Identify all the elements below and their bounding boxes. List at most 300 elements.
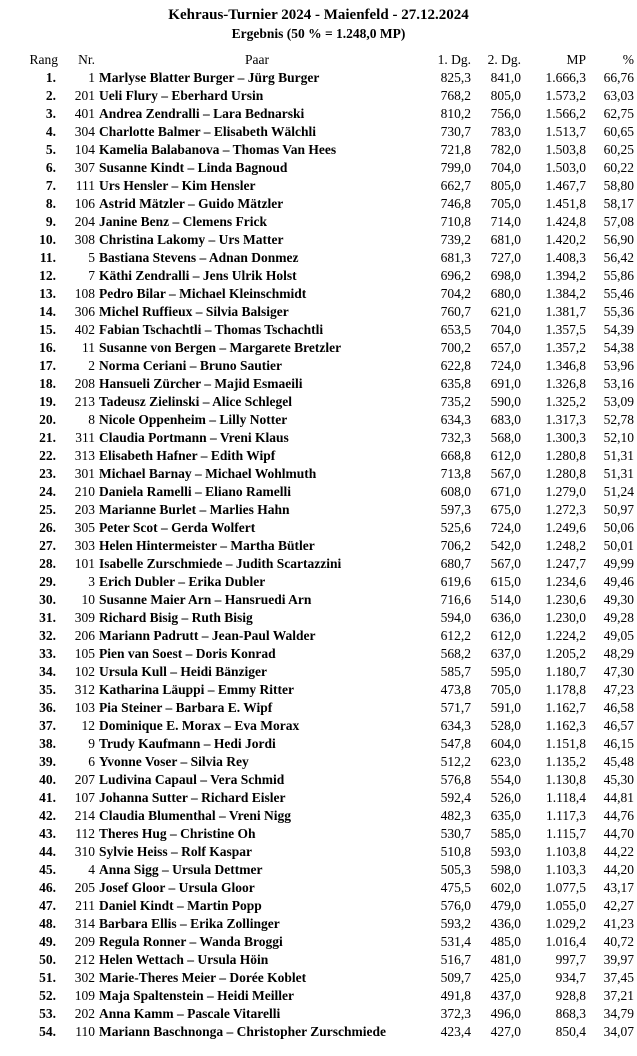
round-1-score-cell: 525,6 xyxy=(440,520,471,535)
pair-names-cell: Anna Sigg – Ursula Dettmer xyxy=(99,862,263,877)
round-1-score-cell: 668,8 xyxy=(440,448,471,463)
rank-cell: 3. xyxy=(45,106,56,121)
percent-cell: 54,38 xyxy=(603,340,634,355)
round-1-score-cell: 512,2 xyxy=(440,754,471,769)
matchpoints-cell: 1.467,7 xyxy=(545,178,586,193)
percent-cell: 58,80 xyxy=(603,178,634,193)
pair-names-cell: Helen Wettach – Ursula Höin xyxy=(99,952,269,967)
rank-cell: 24. xyxy=(39,484,56,499)
round-2-score-cell: 623,0 xyxy=(490,754,521,769)
percent-cell: 55,46 xyxy=(603,286,634,301)
percent-cell: 53,09 xyxy=(603,394,634,409)
pair-number-cell: 111 xyxy=(75,178,95,193)
round-1-score-cell: 704,2 xyxy=(440,286,471,301)
round-1-score-cell: 746,8 xyxy=(440,196,471,211)
percent-cell: 39,97 xyxy=(603,952,634,967)
pair-names-cell: Dominique E. Morax – Eva Morax xyxy=(99,718,300,733)
pair-names-cell: Regula Ronner – Wanda Broggi xyxy=(99,934,283,949)
rank-cell: 4. xyxy=(45,124,56,139)
percent-cell: 44,20 xyxy=(603,862,634,877)
table-row xyxy=(0,177,637,195)
pair-names-cell: Johanna Sutter – Richard Eisler xyxy=(99,790,286,805)
round-1-score-cell: 531,4 xyxy=(440,934,471,949)
round-1-score-cell: 372,3 xyxy=(440,1006,471,1021)
round-2-score-cell: 595,0 xyxy=(490,664,521,679)
rank-cell: 50. xyxy=(39,952,56,967)
rank-cell: 16. xyxy=(39,340,56,355)
pair-number-cell: 104 xyxy=(74,142,95,157)
percent-cell: 49,46 xyxy=(603,574,634,589)
matchpoints-cell: 1.151,8 xyxy=(545,736,586,751)
round-1-score-cell: 681,3 xyxy=(440,250,471,265)
table-row xyxy=(0,1023,637,1041)
percent-cell: 41,23 xyxy=(603,916,634,931)
pair-number-cell: 212 xyxy=(74,952,95,967)
table-row xyxy=(0,825,637,843)
pair-number-cell: 312 xyxy=(74,682,95,697)
round-2-score-cell: 481,0 xyxy=(490,952,521,967)
pair-names-cell: Kamelia Balabanova – Thomas Van Hees xyxy=(99,142,337,157)
pair-names-cell: Michel Ruffieux – Silvia Balsiger xyxy=(99,304,289,319)
round-1-score-cell: 571,7 xyxy=(440,700,471,715)
table-row xyxy=(0,375,637,393)
rank-cell: 35. xyxy=(39,682,56,697)
round-2-score-cell: 637,0 xyxy=(490,646,521,661)
round-1-score-cell: 680,7 xyxy=(440,556,471,571)
percent-cell: 55,86 xyxy=(603,268,634,283)
pair-number-cell: 105 xyxy=(74,646,95,661)
pair-names-cell: Norma Ceriani – Bruno Sautier xyxy=(99,358,282,373)
pair-number-cell: 314 xyxy=(74,916,95,931)
header-round-1: 1. Dg. xyxy=(437,52,471,67)
percent-cell: 53,96 xyxy=(603,358,634,373)
pair-number-cell: 305 xyxy=(74,520,95,535)
round-2-score-cell: 841,0 xyxy=(490,70,521,85)
percent-cell: 56,42 xyxy=(603,250,634,265)
table-row xyxy=(0,591,637,609)
table-row xyxy=(0,699,637,717)
round-2-score-cell: 704,0 xyxy=(490,322,521,337)
table-row xyxy=(0,951,637,969)
pair-names-cell: Barbara Ellis – Erika Zollinger xyxy=(99,916,280,931)
round-2-score-cell: 591,0 xyxy=(490,700,521,715)
percent-cell: 45,48 xyxy=(603,754,634,769)
percent-cell: 54,39 xyxy=(603,322,634,337)
rank-cell: 19. xyxy=(39,394,56,409)
pair-names-cell: Bastiana Stevens – Adnan Donmez xyxy=(99,250,299,265)
matchpoints-cell: 1.317,3 xyxy=(545,412,586,427)
matchpoints-cell: 934,7 xyxy=(555,970,586,985)
table-row xyxy=(0,843,637,861)
percent-cell: 37,45 xyxy=(603,970,634,985)
round-2-score-cell: 635,0 xyxy=(490,808,521,823)
rank-cell: 39. xyxy=(39,754,56,769)
pair-names-cell: Anna Kamm – Pascale Vitarelli xyxy=(99,1006,281,1021)
round-2-score-cell: 567,0 xyxy=(490,556,521,571)
pair-number-cell: 307 xyxy=(74,160,95,175)
pair-names-cell: Michael Barnay – Michael Wohlmuth xyxy=(99,466,317,481)
rank-cell: 13. xyxy=(39,286,56,301)
page-title: Kehraus-Turnier 2024 - Maienfeld - 27.12.2024 xyxy=(168,7,469,23)
round-1-score-cell: 739,2 xyxy=(440,232,471,247)
round-1-score-cell: 710,8 xyxy=(440,214,471,229)
matchpoints-cell: 1.280,8 xyxy=(545,466,586,481)
pair-names-cell: Claudia Blumenthal – Vreni Nigg xyxy=(99,808,292,823)
rank-cell: 49. xyxy=(39,934,56,949)
pair-number-cell: 207 xyxy=(74,772,95,787)
pair-number-cell: 306 xyxy=(74,304,95,319)
rank-cell: 42. xyxy=(39,808,56,823)
round-1-score-cell: 760,7 xyxy=(440,304,471,319)
pair-number-cell: 2 xyxy=(88,358,95,373)
pair-number-cell: 311 xyxy=(75,430,95,445)
round-2-score-cell: 756,0 xyxy=(490,106,521,121)
pair-number-cell: 209 xyxy=(74,934,95,949)
percent-cell: 49,99 xyxy=(603,556,634,571)
percent-cell: 51,31 xyxy=(603,466,634,481)
round-1-score-cell: 706,2 xyxy=(440,538,471,553)
header-percent: % xyxy=(622,52,634,67)
pair-number-cell: 304 xyxy=(74,124,95,139)
rank-cell: 34. xyxy=(39,664,56,679)
round-2-score-cell: 585,0 xyxy=(490,826,521,841)
pair-names-cell: Pien van Soest – Doris Konrad xyxy=(99,646,276,661)
round-1-score-cell: 825,3 xyxy=(440,70,471,85)
matchpoints-cell: 1.300,3 xyxy=(545,430,586,445)
round-1-score-cell: 510,8 xyxy=(440,844,471,859)
matchpoints-cell: 1.055,0 xyxy=(545,898,586,913)
table-row xyxy=(0,645,637,663)
round-2-score-cell: 593,0 xyxy=(490,844,521,859)
round-1-score-cell: 721,8 xyxy=(440,142,471,157)
rank-cell: 30. xyxy=(39,592,56,607)
matchpoints-cell: 1.381,7 xyxy=(545,304,586,319)
rank-cell: 15. xyxy=(39,322,56,337)
pair-names-cell: Astrid Mätzler – Guido Mätzler xyxy=(99,196,284,211)
pair-number-cell: 205 xyxy=(74,880,95,895)
round-1-score-cell: 810,2 xyxy=(440,106,471,121)
pair-names-cell: Mariann Padrutt – Jean-Paul Walder xyxy=(99,628,316,643)
percent-cell: 63,03 xyxy=(603,88,634,103)
rank-cell: 14. xyxy=(39,304,56,319)
rank-cell: 5. xyxy=(45,142,56,157)
table-row xyxy=(0,537,637,555)
pair-names-cell: Janine Benz – Clemens Frick xyxy=(99,214,267,229)
table-row xyxy=(0,501,637,519)
percent-cell: 58,17 xyxy=(603,196,634,211)
percent-cell: 48,29 xyxy=(603,646,634,661)
percent-cell: 45,30 xyxy=(603,772,634,787)
pair-names-cell: Sylvie Heiss – Rolf Kaspar xyxy=(99,844,253,859)
percent-cell: 46,58 xyxy=(603,700,634,715)
round-2-score-cell: 805,0 xyxy=(490,88,521,103)
round-1-score-cell: 635,8 xyxy=(440,376,471,391)
pair-number-cell: 303 xyxy=(74,538,95,553)
pair-names-cell: Christina Lakomy – Urs Matter xyxy=(99,232,284,247)
round-2-score-cell: 514,0 xyxy=(490,592,521,607)
matchpoints-cell: 1.346,8 xyxy=(545,358,586,373)
table-row xyxy=(0,1005,637,1023)
pair-number-cell: 9 xyxy=(88,736,95,751)
pair-number-cell: 110 xyxy=(75,1024,95,1039)
matchpoints-cell: 1.247,7 xyxy=(545,556,586,571)
percent-cell: 56,90 xyxy=(603,232,634,247)
matchpoints-cell: 1.357,2 xyxy=(545,340,586,355)
pair-number-cell: 107 xyxy=(74,790,95,805)
pair-number-cell: 203 xyxy=(74,502,95,517)
rank-cell: 26. xyxy=(39,520,56,535)
table-row xyxy=(0,555,637,573)
table-row xyxy=(0,87,637,105)
round-1-score-cell: 619,6 xyxy=(440,574,471,589)
pair-names-cell: Susanne von Bergen – Margarete Bretzler xyxy=(99,340,342,355)
round-2-score-cell: 437,0 xyxy=(490,988,521,1003)
pair-names-cell: Theres Hug – Christine Oh xyxy=(99,826,256,841)
matchpoints-cell: 1.224,2 xyxy=(545,628,586,643)
round-2-score-cell: 805,0 xyxy=(490,178,521,193)
pair-number-cell: 8 xyxy=(88,412,95,427)
pair-number-cell: 401 xyxy=(74,106,95,121)
rank-cell: 33. xyxy=(39,646,56,661)
pair-number-cell: 202 xyxy=(74,1006,95,1021)
matchpoints-cell: 1.162,7 xyxy=(545,700,586,715)
round-1-score-cell: 585,7 xyxy=(440,664,471,679)
matchpoints-cell: 1.566,2 xyxy=(545,106,586,121)
table-row xyxy=(0,159,637,177)
table-row xyxy=(0,393,637,411)
percent-cell: 57,08 xyxy=(603,214,634,229)
round-1-score-cell: 593,2 xyxy=(440,916,471,931)
matchpoints-cell: 1.162,3 xyxy=(545,718,586,733)
rank-cell: 40. xyxy=(39,772,56,787)
percent-cell: 66,76 xyxy=(603,70,634,85)
percent-cell: 46,57 xyxy=(603,718,634,733)
round-2-score-cell: 425,0 xyxy=(490,970,521,985)
matchpoints-cell: 997,7 xyxy=(555,952,586,967)
round-2-score-cell: 680,0 xyxy=(490,286,521,301)
pair-number-cell: 3 xyxy=(88,574,95,589)
rank-cell: 43. xyxy=(39,826,56,841)
pair-number-cell: 206 xyxy=(74,628,95,643)
result-subtitle: Ergebnis (50 % = 1.248,0 MP) xyxy=(231,26,406,41)
table-row xyxy=(0,753,637,771)
round-1-score-cell: 612,2 xyxy=(440,628,471,643)
matchpoints-cell: 1.234,6 xyxy=(545,574,586,589)
pair-names-cell: Marlyse Blatter Burger – Jürg Burger xyxy=(99,70,320,85)
round-2-score-cell: 554,0 xyxy=(490,772,521,787)
round-1-score-cell: 530,7 xyxy=(440,826,471,841)
rank-cell: 52. xyxy=(39,988,56,1003)
round-1-score-cell: 592,4 xyxy=(440,790,471,805)
percent-cell: 40,72 xyxy=(603,934,634,949)
matchpoints-cell: 1.016,4 xyxy=(545,934,586,949)
round-2-score-cell: 612,0 xyxy=(490,628,521,643)
matchpoints-cell: 1.666,3 xyxy=(545,70,586,85)
percent-cell: 34,07 xyxy=(603,1024,634,1039)
table-row xyxy=(0,141,637,159)
rank-cell: 29. xyxy=(39,574,56,589)
matchpoints-cell: 1.248,2 xyxy=(545,538,586,553)
pair-number-cell: 6 xyxy=(88,754,95,769)
matchpoints-cell: 1.249,6 xyxy=(545,520,586,535)
rank-cell: 44. xyxy=(39,844,56,859)
round-2-score-cell: 427,0 xyxy=(490,1024,521,1039)
pair-names-cell: Marie-Theres Meier – Dorée Koblet xyxy=(99,970,307,985)
table-row xyxy=(0,879,637,897)
round-1-score-cell: 735,2 xyxy=(440,394,471,409)
matchpoints-cell: 1.424,8 xyxy=(545,214,586,229)
rank-cell: 48. xyxy=(39,916,56,931)
pair-number-cell: 201 xyxy=(74,88,95,103)
round-1-score-cell: 634,3 xyxy=(440,412,471,427)
table-row xyxy=(0,69,637,87)
rank-cell: 7. xyxy=(45,178,56,193)
matchpoints-cell: 1.130,8 xyxy=(545,772,586,787)
rank-cell: 47. xyxy=(39,898,56,913)
pair-number-cell: 204 xyxy=(74,214,95,229)
round-1-score-cell: 730,7 xyxy=(440,124,471,139)
table-row xyxy=(0,771,637,789)
round-1-score-cell: 662,7 xyxy=(440,178,471,193)
table-row xyxy=(0,573,637,591)
pair-names-cell: Ursula Kull – Heidi Bänziger xyxy=(99,664,268,679)
pair-number-cell: 214 xyxy=(74,808,95,823)
round-2-score-cell: 567,0 xyxy=(490,466,521,481)
pair-names-cell: Helen Hintermeister – Martha Bütler xyxy=(99,538,315,553)
round-1-score-cell: 713,8 xyxy=(440,466,471,481)
rank-cell: 41. xyxy=(39,790,56,805)
percent-cell: 60,25 xyxy=(603,142,634,157)
round-1-score-cell: 799,0 xyxy=(440,160,471,175)
pair-number-cell: 7 xyxy=(88,268,95,283)
round-2-score-cell: 526,0 xyxy=(490,790,521,805)
matchpoints-cell: 1.420,2 xyxy=(545,232,586,247)
pair-names-cell: Yvonne Voser – Silvia Rey xyxy=(99,754,249,769)
header-rank: Rang xyxy=(29,52,58,67)
round-2-score-cell: 675,0 xyxy=(490,502,521,517)
table-row xyxy=(0,339,637,357)
round-2-score-cell: 542,0 xyxy=(490,538,521,553)
table-row xyxy=(0,861,637,879)
matchpoints-cell: 1.230,6 xyxy=(545,592,586,607)
pair-number-cell: 313 xyxy=(74,448,95,463)
table-row xyxy=(0,105,637,123)
round-2-score-cell: 615,0 xyxy=(490,574,521,589)
matchpoints-cell: 1.103,3 xyxy=(545,862,586,877)
percent-cell: 50,97 xyxy=(603,502,634,517)
round-1-score-cell: 475,5 xyxy=(440,880,471,895)
matchpoints-cell: 1.117,3 xyxy=(546,808,586,823)
rank-cell: 11. xyxy=(39,250,56,265)
pair-names-cell: Käthi Zendralli – Jens Ulrik Holst xyxy=(99,268,297,283)
table-row xyxy=(0,195,637,213)
pair-number-cell: 302 xyxy=(74,970,95,985)
pair-number-cell: 12 xyxy=(81,718,95,733)
percent-cell: 49,30 xyxy=(603,592,634,607)
rank-cell: 46. xyxy=(39,880,56,895)
pair-names-cell: Trudy Kaufmann – Hedi Jordi xyxy=(99,736,276,751)
round-1-score-cell: 482,3 xyxy=(440,808,471,823)
pair-names-cell: Pedro Bilar – Michael Kleinschmidt xyxy=(99,286,307,301)
percent-cell: 60,22 xyxy=(603,160,634,175)
round-2-score-cell: 590,0 xyxy=(490,394,521,409)
pair-number-cell: 102 xyxy=(74,664,95,679)
rank-cell: 53. xyxy=(39,1006,56,1021)
rank-cell: 28. xyxy=(39,556,56,571)
round-2-score-cell: 568,0 xyxy=(490,430,521,445)
table-row xyxy=(0,969,637,987)
pair-number-cell: 208 xyxy=(74,376,95,391)
percent-cell: 60,65 xyxy=(603,124,634,139)
table-row xyxy=(0,429,637,447)
rank-cell: 17. xyxy=(39,358,56,373)
table-row xyxy=(0,285,637,303)
rank-cell: 8. xyxy=(45,196,56,211)
rank-cell: 6. xyxy=(45,160,56,175)
rank-cell: 38. xyxy=(39,736,56,751)
pair-names-cell: Mariann Baschnonga – Christopher Zurschmiede xyxy=(99,1024,387,1039)
matchpoints-cell: 1.357,5 xyxy=(545,322,586,337)
round-2-score-cell: 727,0 xyxy=(490,250,521,265)
percent-cell: 44,81 xyxy=(603,790,634,805)
pair-names-cell: Erich Dubler – Erika Dubler xyxy=(99,574,266,589)
table-row xyxy=(0,987,637,1005)
rank-cell: 31. xyxy=(39,610,56,625)
matchpoints-cell: 1.451,8 xyxy=(545,196,586,211)
pair-number-cell: 4 xyxy=(88,862,95,877)
pair-number-cell: 11 xyxy=(82,340,95,355)
round-1-score-cell: 622,8 xyxy=(440,358,471,373)
header-mp: MP xyxy=(566,52,586,67)
pair-number-cell: 109 xyxy=(74,988,95,1003)
matchpoints-cell: 1.272,3 xyxy=(545,502,586,517)
rank-cell: 27. xyxy=(39,538,56,553)
matchpoints-cell: 928,8 xyxy=(555,988,586,1003)
rank-cell: 20. xyxy=(39,412,56,427)
round-1-score-cell: 597,3 xyxy=(440,502,471,517)
round-2-score-cell: 705,0 xyxy=(490,196,521,211)
percent-cell: 42,27 xyxy=(603,898,634,913)
rank-cell: 54. xyxy=(39,1024,56,1039)
rank-cell: 23. xyxy=(39,466,56,481)
matchpoints-cell: 1.029,2 xyxy=(545,916,586,931)
matchpoints-cell: 1.279,0 xyxy=(545,484,586,499)
rank-cell: 36. xyxy=(39,700,56,715)
round-2-score-cell: 485,0 xyxy=(490,934,521,949)
round-2-score-cell: 714,0 xyxy=(490,214,521,229)
pair-number-cell: 103 xyxy=(74,700,95,715)
rank-cell: 21. xyxy=(39,430,56,445)
round-1-score-cell: 700,2 xyxy=(440,340,471,355)
percent-cell: 47,30 xyxy=(603,664,634,679)
header-pair: Paar xyxy=(245,52,269,67)
header-number: Nr. xyxy=(78,52,95,67)
matchpoints-cell: 1.513,7 xyxy=(545,124,586,139)
percent-cell: 62,75 xyxy=(603,106,634,121)
percent-cell: 37,21 xyxy=(603,988,634,1003)
round-2-score-cell: 604,0 xyxy=(490,736,521,751)
pair-number-cell: 210 xyxy=(74,484,95,499)
percent-cell: 44,22 xyxy=(603,844,634,859)
round-2-score-cell: 698,0 xyxy=(490,268,521,283)
rank-cell: 12. xyxy=(39,268,56,283)
percent-cell: 44,76 xyxy=(603,808,634,823)
round-2-score-cell: 436,0 xyxy=(490,916,521,931)
rank-cell: 1. xyxy=(45,70,56,85)
round-1-score-cell: 634,3 xyxy=(440,718,471,733)
matchpoints-cell: 1.077,5 xyxy=(545,880,586,895)
pair-names-cell: Peter Scot – Gerda Wolfert xyxy=(99,520,256,535)
